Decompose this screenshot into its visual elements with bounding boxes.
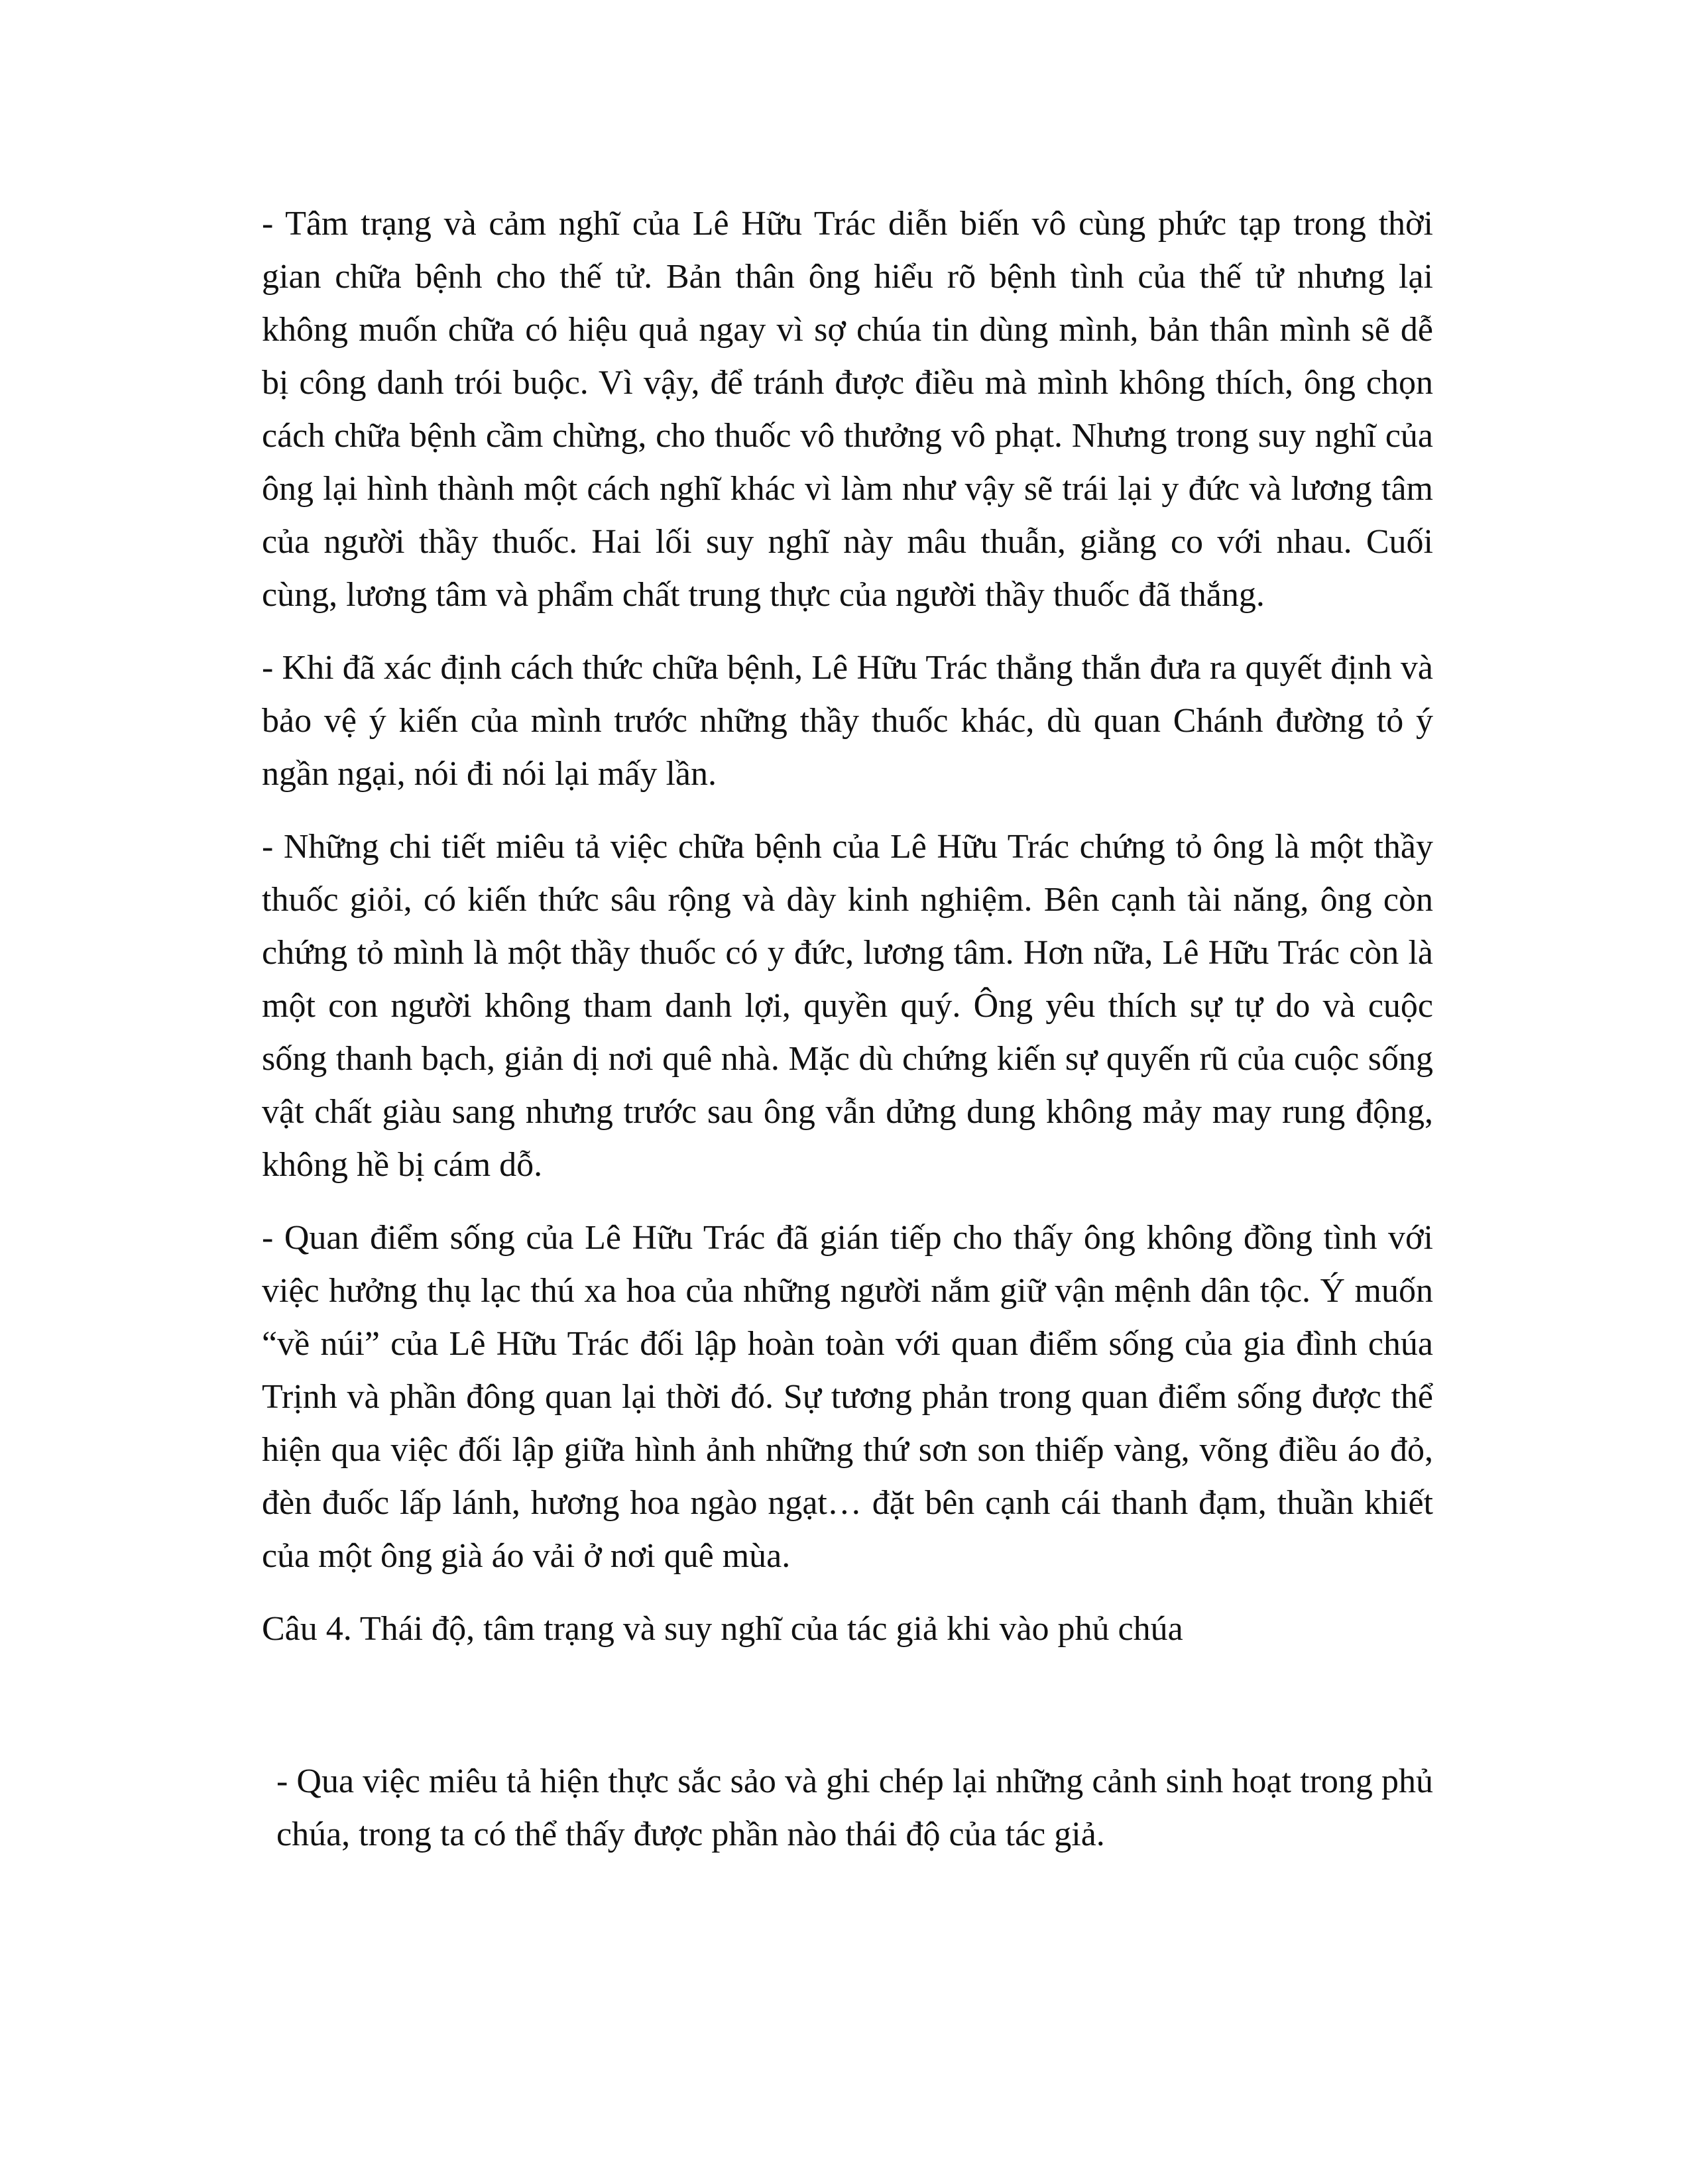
paragraph-3: - Những chi tiết miêu tả việc chữa bệnh của Lê Hữu Trác chứng tỏ ông là một thầy thuốc giỏi, có kiến thức sâu rộng và dày kinh nghiệm. Bên cạnh tài năng, ông còn chứng tỏ mình là một thầy thuốc có y đức, lương tâm. Hơn nữa, Lê Hữu Trác còn là một con người không tham danh lợi, quyền quý. Ông yêu thích sự tự do và cuộc sống thanh bạch, giản dị nơi quê nhà. Mặc dù chứng kiến sự quyến rũ của cuộc sống vật chất giàu sang nhưng trước sau ông vẫn dửng dung không mảy may rung động, không hề bị cám dỗ. — [262, 828, 1433, 1184]
section-heading: Câu 4. Thái độ, tâm trạng và suy nghĩ của tác giả khi vào phủ chúa — [262, 1610, 1183, 1648]
document-body — [262, 198, 1433, 1881]
paragraph-5: - Qua việc miêu tả hiện thực sắc sảo và ghi chép lại những cảnh sinh hoạt trong phủ chúa, trong ta có thể thấy được phần nào thái độ của tác giả. — [276, 1762, 1433, 1853]
paragraph-2: - Khi đã xác định cách thức chữa bệnh, Lê Hữu Trác thẳng thắn đưa ra quyết định và bảo vệ ý kiến của mình trước những thầy thuốc khác, dù quan Chánh đường tỏ ý ngần ngại, nói đi nói lại mấy lần. — [262, 649, 1433, 793]
paragraph-1: - Tâm trạng và cảm nghĩ của Lê Hữu Trác diễn biến vô cùng phức tạp trong thời gian chữa bệnh cho thế tử. Bản thân ông hiểu rõ bệnh tình của thế tử nhưng lại không muốn chữa có hiệu quả ngay vì sợ chúa tin dùng mình, bản thân mình sẽ dễ bị công danh trói buộc. Vì vậy, để tránh được điều mà mình không thích, ông chọn cách chữa bệnh cầm chừng, cho thuốc vô thưởng vô phạt. Nhưng trong suy nghĩ của ông lại hình thành một cách nghĩ khác vì làm như vậy sẽ trái lại y đức và lương tâm của người thầy thuốc. Hai lối suy nghĩ này mâu thuẫn, giằng co với nhau. Cuối cùng, lương tâm và phẩm chất trung thực của người thầy thuốc đã thắng. — [262, 205, 1433, 614]
paragraph-4: - Quan điểm sống của Lê Hữu Trác đã gián tiếp cho thấy ông không đồng tình với việc hưởng thụ lạc thú xa hoa của những người nắm giữ vận mệnh dân tộc. Ý muốn “về núi” của Lê Hữu Trác đối lập hoàn toàn với quan điểm sống của gia đình chúa Trịnh và phần đông quan lại thời đó. Sự tương phản trong quan điểm sống được thể hiện qua việc đối lập giữa hình ảnh những thứ sơn son thiếp vàng, võng điều áo đỏ, đèn đuốc lấp lánh, hương hoa ngào ngạt… đặt bên cạnh cái thanh đạm, thuần khiết của một ông già áo vải ở nơi quê mùa. — [262, 1219, 1433, 1575]
